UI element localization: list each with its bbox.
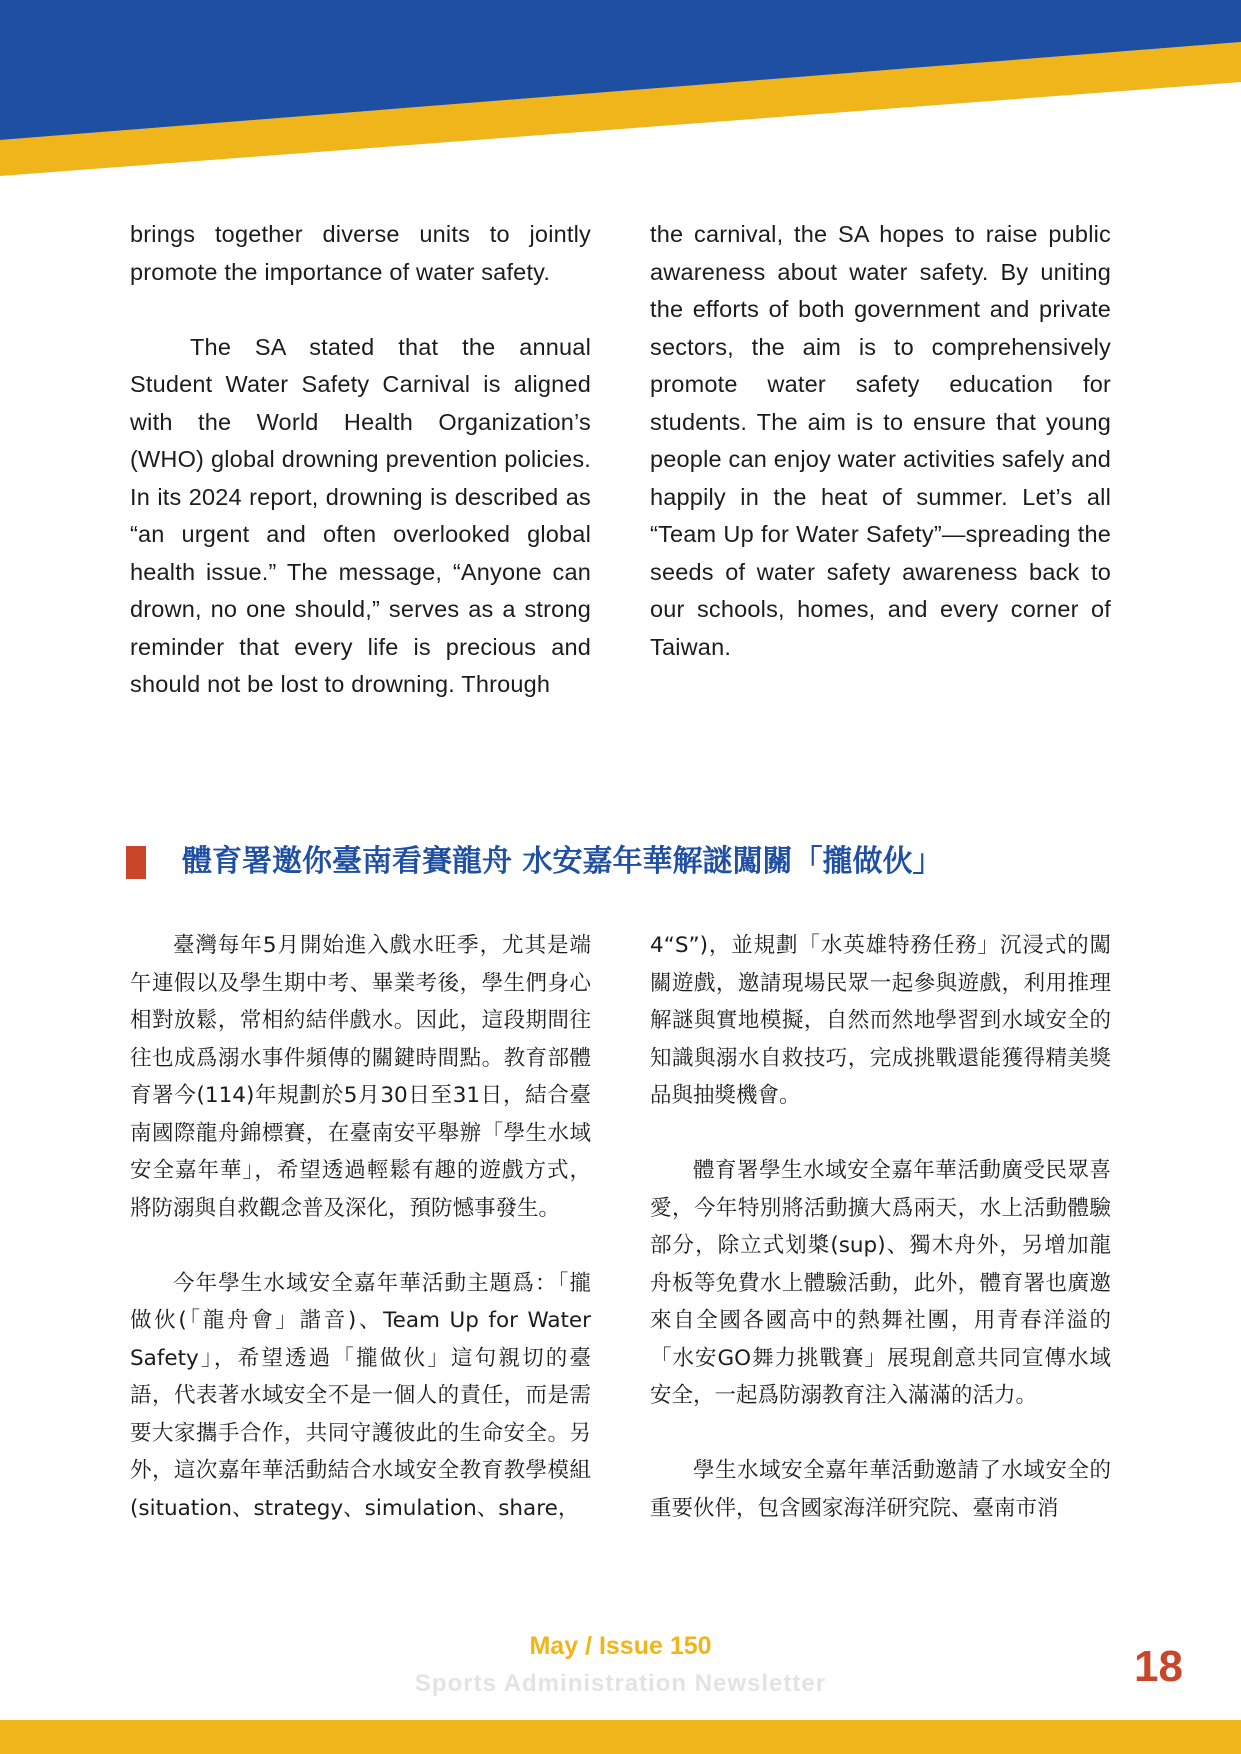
- footer-bar: [0, 1720, 1241, 1754]
- chinese-right-paragraph-2: 體育署學生水域安全嘉年華活動廣受民眾喜愛，今年特別將活動擴大爲兩天，水上活動體驗部分，除立式划槳(sup)、獨木舟外，另增加龍舟板等免費水上體驗活動，此外，體育署也廣邀來自全國各國高中的熱舞社團，用青春洋溢的「水安GO舞力挑戰賽」展現創意共同宣傳水域安全，一起爲防溺教育注入滿滿的活力。: [650, 1158, 1111, 1408]
- page-number: 18: [1134, 1642, 1183, 1691]
- english-left-paragraph-1: brings together diverse units to jointly promote the importance of water safety.: [130, 221, 591, 285]
- english-right-paragraph-1: the carnival, the SA hopes to raise public awareness about water safety. By uniting the efforts of both government and private sectors, the aim is to comprehensively promote water safety education for students. The aim is to ensure that young people can enjoy water activities safely and happily in the heat of summer. Let’s all “Team Up for Water Safety”—spreading the seeds of water safety awareness back to our schools, homes, and every corner of Taiwan.: [650, 221, 1111, 660]
- chinese-right-paragraph-1: 4“S”)，並規劃「水英雄特務任務」沉浸式的闖關遊戲，邀請現場民眾一起參與遊戲，利用推理解謎與實地模擬，自然而然地學習到水域安全的知識與溺水自救技巧，完成挑戰還能獲得精美獎品與抽獎機會。: [650, 933, 1111, 1108]
- heading-marker-bar: [126, 846, 146, 879]
- chinese-left-column: [130, 927, 591, 1527]
- chinese-right-column: [650, 927, 1111, 1527]
- section-title: 體育署邀你臺南看賽龍舟 水安嘉年華解謎闖關「攏做伙」: [182, 844, 943, 879]
- footer-issue: May / Issue 150: [529, 1632, 712, 1660]
- chinese-left-paragraph-2: 今年學生水域安全嘉年華活動主題爲：「攏做伙(「龍舟會」諧音)、Team Up for Water Safety」，希望透過「攏做伙」這句親切的臺語，代表著水域安全不是一個人的責任，而是需要大家攜手合作，共同守護彼此的生命安全。另外，這次嘉年華活動結合水域安全教育教學模組(situation、strategy、simulation、share，: [130, 1270, 591, 1521]
- chinese-right-paragraph-3: 學生水域安全嘉年華活動邀請了水域安全的重要伙伴，包含國家海洋研究院、臺南市消: [650, 1458, 1111, 1521]
- footer-publication-name: Sports Administration Newsletter: [414, 1670, 827, 1697]
- header-banner: [0, 0, 1241, 180]
- english-left-column: [130, 216, 591, 704]
- english-right-column: [650, 216, 1111, 666]
- chinese-left-paragraph-1: 臺灣每年5月開始進入戲水旺季，尤其是端午連假以及學生期中考、畢業考後，學生們身心相對放鬆，常相約結伴戲水。因此，這段期間往往也成爲溺水事件頻傳的關鍵時間點。教育部體育署今(114)年規劃於5月30日至31日，結合臺南國際龍舟錦標賽，在臺南安平舉辦「學生水域安全嘉年華」，希望透過輕鬆有趣的遊戲方式，將防溺與自救觀念普及深化，預防憾事發生。: [130, 933, 591, 1221]
- section-heading: [126, 840, 1126, 890]
- english-left-paragraph-2: The SA stated that the annual Student Water Safety Carnival is aligned with the World Health Organization’s (WHO) global drowning prevention policies. In its 2024 report, drowning is described as “an urgent and often overlooked global health issue.” The message, “Anyone can drown, no one should,” serves as a strong reminder that every life is precious and should not be lost to drowning. Through: [130, 333, 591, 697]
